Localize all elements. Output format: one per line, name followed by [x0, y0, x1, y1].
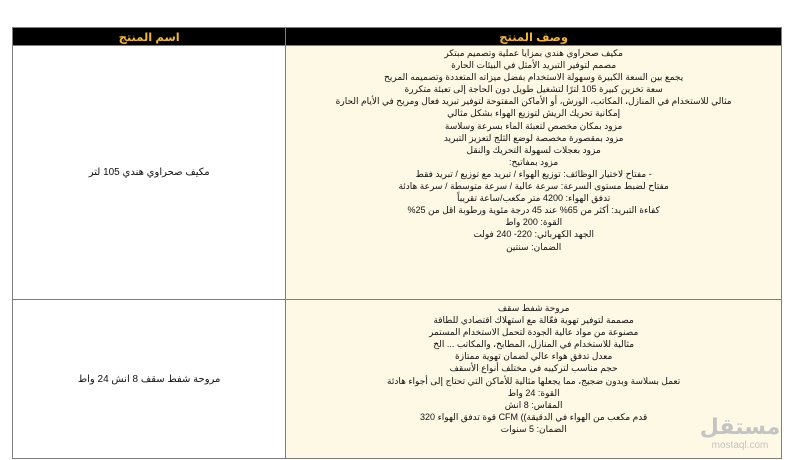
header-row [13, 28, 782, 46]
description-line: مزود بعجلات لسهولة التحريك والنقل [466, 144, 601, 155]
description-line: مزود بمكان مخصص لتعبئة الماء بسرعة وسلاسة [444, 120, 623, 131]
description-line: مزود بمفاتيح: [509, 156, 559, 167]
description-line: معدل تدفق هواء عالي لضمان تهوية ممتازة [455, 351, 613, 362]
description-line: مصممة لتوفير تهوية فعّالة مع استهلاك اقتصادي للطاقة [433, 315, 634, 326]
product-name-cell: مكيف صحراوي هندي 105 لتر [13, 46, 286, 300]
description-line: الضمان: 5 سنوات [500, 423, 567, 434]
description-line: قدم مكعب من الهواء في الدقيقة)) CFM قوة تدفق الهواء 320 [420, 411, 648, 422]
product-name-cell: مروحة شفط سقف 8 انش 24 واط [13, 300, 286, 459]
watermark-url: mostaql.com [711, 440, 769, 451]
description-line: مصنوعة من مواد عالية الجودة لتحمل الاستخدام المستمر [428, 327, 639, 338]
description-line: سعة تخزين كبيرة 105 لترًا لتشغيل طويل دون الحاجة إلى تعبئة متكررة [404, 84, 663, 95]
description-line: مثالية للاستخدام في المنازل، المطابخ، والمكاتب ... الخ [433, 339, 635, 350]
description-line: مزود بمقصورة مخصصة لوضع الثلج لتعزيز التبريد [443, 132, 624, 143]
description-line: مكيف صحراوي هندي بمزايا عملية وتصميم مبتكر [444, 48, 623, 58]
watermark-logo: مستقل [699, 414, 781, 439]
table-row [13, 300, 782, 459]
description-line: الضمان: سنتين [506, 241, 562, 252]
description-line: تعمل بسلاسة وبدون ضجيج، مما يجعلها مثالية للأماكن التي تحتاج إلى أجواء هادئة [387, 375, 681, 386]
description-line: كفاءة التبريد: أكثر من 65% عند 45 درجة مئوية ورطوبة اقل من 25% [407, 205, 660, 216]
description-line: مفتاح لضبط مستوى السرعة: سرعة عالية / سرعة متوسطة / سرعة هادئة [398, 181, 669, 192]
description-line: تدفق الهواء: 4200 متر مكعب/ساعة تقريباً [457, 193, 611, 204]
description-line: المقاس: 8 انش [504, 399, 563, 410]
description-line: يجمع بين السعة الكبيرة وسهولة الاستخدام بفضل ميزاته المتعددة وتصميمه المريح [384, 72, 684, 83]
description-line: مثالي للاستخدام في المنازل، المكاتب، الورش، أو الأماكن المفتوحة لتوفير تبريد فعال ومريح في الأيام الحارة [335, 96, 732, 107]
description-line: القوة: 200 واط [505, 217, 563, 228]
description-line: مصمم لتوفير التبريد الأمثل في البيئات الحارة [451, 60, 617, 71]
products-table [12, 27, 782, 459]
description-line: الجهد الكهربائي: 220- 240 فولت [473, 229, 594, 240]
description-line: - مفتاح لاختيار الوظائف: توزيع الهواء / تبريد مع توزيع / تبريد فقط [415, 168, 652, 179]
description-line: حجم مناسب لتركيبه في مختلف أنواع الأسقف [449, 363, 618, 374]
header-product-name: اسم المنتج [13, 28, 286, 46]
table-row [13, 46, 782, 300]
header-product-description: وصف المنتج [286, 28, 782, 46]
description-line: إمكانية تحريك الريش لتوزيع الهواء بشكل مثالي [447, 108, 621, 119]
product-description-cell [286, 46, 782, 300]
description-line: القوة: 24 واط [507, 387, 560, 398]
description-line: مروحة شفط سقف [497, 303, 570, 313]
mostaql-watermark [692, 414, 788, 458]
